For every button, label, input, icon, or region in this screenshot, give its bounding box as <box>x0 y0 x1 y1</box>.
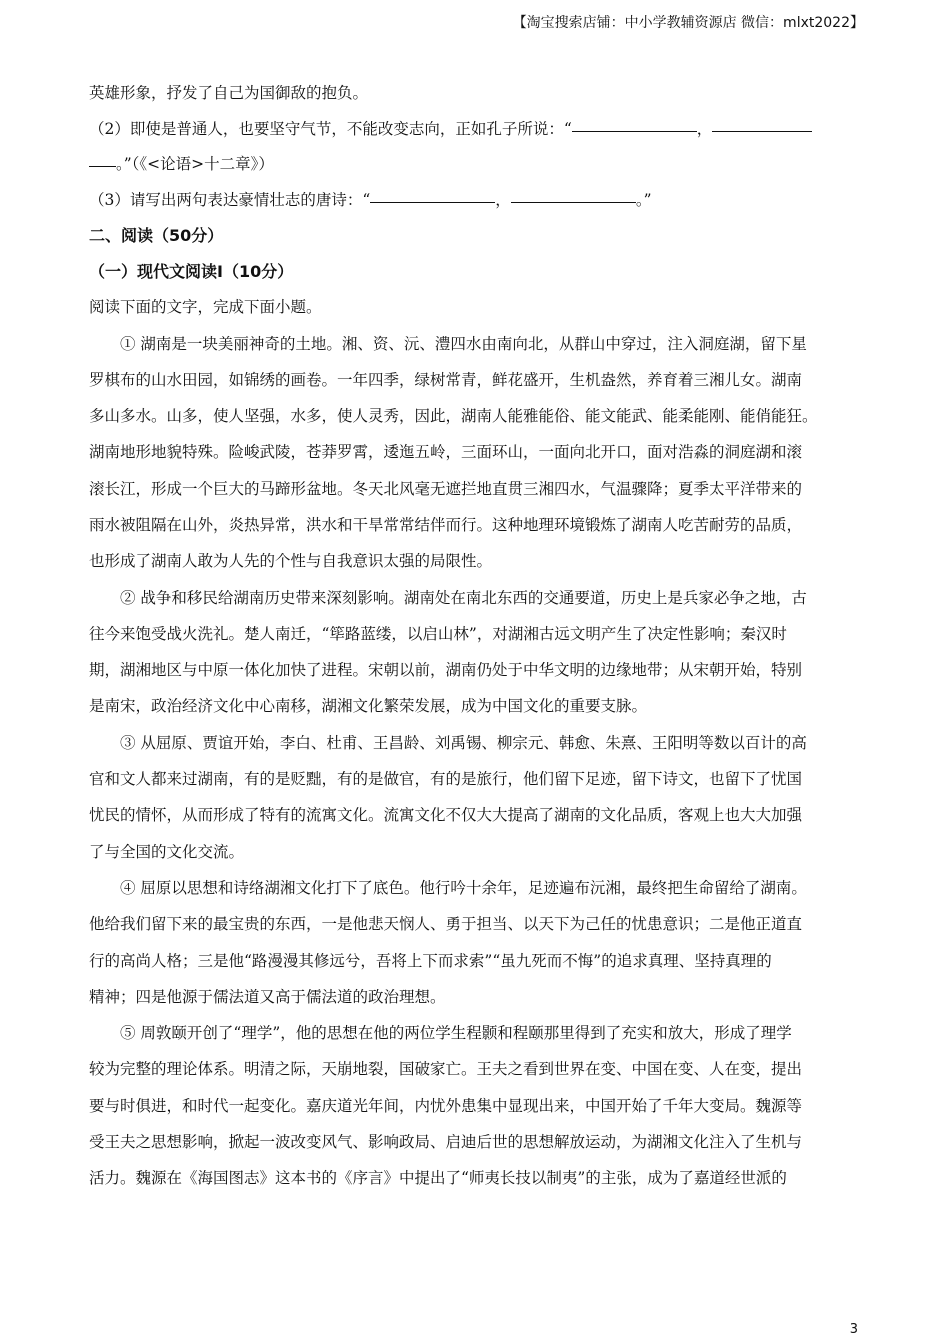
answer-blank[interactable] <box>89 165 116 167</box>
answer-blank[interactable] <box>572 130 697 132</box>
paragraph-line: 较为完整的理论体系。明清之际，天崩地裂，国破家亡。王夫之看到世界在变、中国在变、人在变，提出 <box>89 1060 803 1079</box>
paragraph-line: ④ 屈原以思想和诗络湖湘文化打下了底色。他行吟十余年，足迹遍布沅湘，最终把生命留给了湖南。 <box>120 878 807 897</box>
question-2-continuation <box>89 147 864 183</box>
paragraph-line: 是南宋，政治经济文化中心南移，湖湘文化繁荣发展，成为中国文化的重要支脉。 <box>89 697 648 716</box>
reading-instruction: 阅读下面的文字，完成下面小题。 <box>89 298 322 316</box>
paragraph-line: 要与时俱进，和时代一起变化。嘉庆道光年间，内忧外患集中显现出来，中国开始了千年大变局。魏源等 <box>89 1096 803 1115</box>
paragraph-line: ② 战争和移民给湖南历史带来深刻影响。湖南处在南北东西的交通要道，历史上是兵家必争之地，古 <box>120 588 807 607</box>
paragraph-line: ③ 从屈原、贾谊开始，李白、杜甫、王昌龄、刘禹锡、柳宗元、韩愈、朱熹、王阳明等数以百计的高 <box>120 733 807 752</box>
paragraph-line: 活力。魏源在《海国图志》这本书的《序言》中提出了“师夷长技以制夷”的主张，成为了嘉道经世派的 <box>89 1169 787 1188</box>
paragraph-line: 罗棋布的山水田园，如锦绣的画卷。一年四季，绿树常青，鲜花盛开，生机盎然，养育着三湘儿女。湖南 <box>89 370 803 389</box>
question-2-source: 。”（《<论语>十二章》） <box>116 155 274 173</box>
section-subtitle: （一）现代文阅读Ⅰ（10分） <box>89 262 294 281</box>
intro-line-1: 英雄形象，抒发了自己为国御敌的抱负。 <box>89 84 369 102</box>
paragraph-1 <box>89 326 864 580</box>
question-2-line <box>89 112 864 148</box>
document-body <box>89 76 864 1197</box>
page-header: 【淘宝搜索店铺：中小学教辅资源店 微信：mlxt2022】 <box>512 15 864 31</box>
section-title: 二、阅读（50分） <box>89 226 224 245</box>
paragraph-3 <box>89 725 864 870</box>
paragraph-line: 滚长江，形成一个巨大的马蹄形盆地。冬天北风毫无遮拦地直贯三湘四水，气温骤降；夏季太平洋带来的 <box>89 479 803 498</box>
paragraph-line: ⑤ 周敦颐开创了“理学”，他的思想在他的两位学生程颢和程颐那里得到了充实和放大，形成了理学 <box>120 1024 792 1043</box>
question-3-line <box>89 183 864 219</box>
paragraph-line: 受王夫之思想影响，掀起一波改变风气、影响政局、启迪后世的思想解放运动，为湖湘文化注入了生机与 <box>89 1133 803 1152</box>
paragraph-line: 雨水被阻隔在山外，炎热异常，洪水和干旱常常结伴而行。这种地理环境锻炼了湖南人吃苦耐劳的品质， <box>89 515 803 534</box>
paragraph-line: 期，湖湘地区与中原一体化加快了进程。宋朝以前，湖南仍处于中华文明的边缘地带；从宋朝开始，特别 <box>89 661 803 680</box>
paragraph-line: ① 湖南是一块美丽神奇的土地。湘、资、沅、澧四水由南向北，从群山中穿过，注入洞庭湖，留下星 <box>120 334 807 353</box>
question-2-text: （2）即使是普通人，也要坚守气节，不能改变志向，正如孔子所说：“ <box>89 119 572 138</box>
paragraph-line: 行的高尚人格；三是他“路漫漫其修远兮，吾将上下而求索”“虽九死而不悔”的追求真理、坚持真理的 <box>89 951 772 970</box>
paragraph-line: 忧民的情怀，从而形成了特有的流寓文化。流寓文化不仅大大提高了湖南的文化品质，客观上也大大加强 <box>89 806 803 825</box>
question-2-separator: ， <box>696 119 713 138</box>
paragraph-5 <box>89 1015 864 1196</box>
answer-blank[interactable] <box>511 201 636 203</box>
page-number: 3 <box>849 1322 858 1337</box>
paragraph-line: 精神；四是他源于儒法道又高于儒法道的政治理想。 <box>89 987 446 1006</box>
paragraph-line: 了与全国的文化交流。 <box>89 842 245 861</box>
question-3-end: 。” <box>635 190 652 209</box>
question-3-text: （3）请写出两句表达豪情壮志的唐诗：“ <box>89 190 371 209</box>
paragraph-line: 他给我们留下来的最宝贵的东西，一是他悲天悯人、勇于担当、以天下为己任的忧患意识；二是他正道直 <box>89 915 803 934</box>
question-3-separator: ， <box>495 190 511 209</box>
paragraph-2 <box>89 580 864 725</box>
paragraph-line: 也形成了湖南人敢为人先的个性与自我意识太强的局限性。 <box>89 552 493 571</box>
paragraph-line: 往今来饱受战火洗礼。楚人南迁，“筚路蓝缕，以启山林”，对湖湘古远文明产生了决定性影响；秦汉时 <box>89 624 787 643</box>
paragraph-line: 官和文人都来过湖南，有的是贬黜，有的是做官，有的是旅行，他们留下足迹，留下诗文，也留下了忧国 <box>89 770 803 789</box>
answer-blank[interactable] <box>370 201 495 203</box>
paragraph-line: 多山多水。山多，使人坚强，水多，使人灵秀，因此，湖南人能雅能俗、能文能武、能柔能刚、能俏能狂。 <box>89 407 818 426</box>
answer-blank[interactable] <box>712 130 812 132</box>
paragraph-line: 湖南地形地貌特殊。险峻武陵，苍莽罗霄，逶迤五岭，三面环山，一面向北开口，面对浩淼的洞庭湖和滚 <box>89 443 803 462</box>
paragraph-4 <box>89 870 864 1015</box>
